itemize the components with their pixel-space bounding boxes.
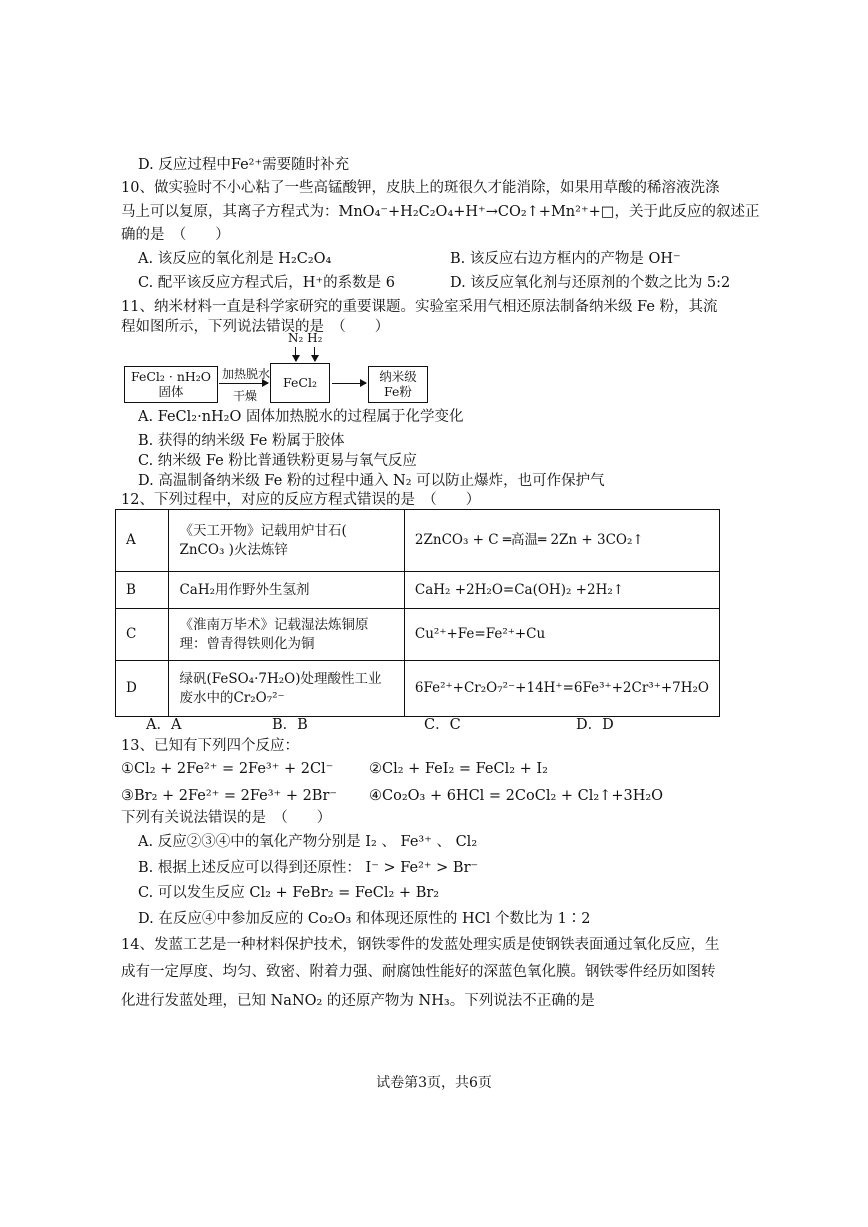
row-equation: CaH₂ +2H₂O=Ca(OH)₂ +2H₂↑ <box>404 572 719 609</box>
q13-reaction-2: ②Cl₂ + FeI₂ = FeCl₂ + I₂ <box>369 761 548 777</box>
table-row <box>116 510 720 572</box>
q10-stem-line3: 确的是 （ ） <box>121 227 230 243</box>
q11-option-b: B. 获得的纳米级 Fe 粉属于胶体 <box>138 433 345 449</box>
q13-option-b: B. 根据上述反应可以得到还原性： I⁻ > Fe²⁺ > Br⁻ <box>138 860 479 876</box>
q13-reaction-1: ①Cl₂ + 2Fe²⁺ = 2Fe³⁺ + 2Cl⁻ <box>121 761 334 777</box>
q11-stem-line1: 11、纳米材料一直是科学家研究的重要课题。实验室采用气相还原法制备纳米级 Fe 粉，其流 <box>121 299 718 315</box>
q12-stem: 12、下列过程中，对应的反应方程式错误的是 （ ） <box>121 492 481 508</box>
q10-option-a: A. 该反应的氧化剂是 H₂C₂O₄ <box>138 251 332 267</box>
q13-option-c: C. 可以发生反应 Cl₂ + FeBr₂ = FeCl₂ + Br₂ <box>138 885 440 901</box>
q14-stem-line3: 化进行发蓝处理，已知 NaNO₂ 的还原产物为 NH₃。下列说法不正确的是 <box>121 993 595 1009</box>
q13-reaction-4: ④Co₂O₃ + 6HCl = 2CoCl₂ + Cl₂↑+3H₂O <box>369 788 664 804</box>
row-equation: 2ZnCO₃ + C ═高温═ 2Zn + 3CO₂↑ <box>404 510 719 572</box>
row-label: A <box>116 510 169 572</box>
box1-line1: FeCl₂ · nH₂O <box>130 369 212 384</box>
q12-table <box>115 509 720 717</box>
q12-choice-a: A．A <box>146 717 182 733</box>
row-label: C <box>116 609 169 661</box>
row-label: B <box>116 572 169 609</box>
q14-stem-line2: 成有一定厚度、均匀、致密、附着力强、耐腐蚀性能好的深蓝色氧化膜。钢铁零件经历如图转 <box>121 964 716 980</box>
row-description: 《淮南万毕术》记载湿法炼铜原理：曾青得铁则化为铜 <box>169 609 404 661</box>
row-label: D <box>116 661 169 717</box>
q11-option-c: C. 纳米级 Fe 粉比普通铁粉更易与氧气反应 <box>138 453 417 469</box>
box1-line2: 固体 <box>158 384 184 399</box>
q13-stem: 13、已知有下列四个反应： <box>121 738 299 754</box>
q10-stem-line1: 10、做实验时不小心粘了一些高锰酸钾，皮肤上的斑很久才能消除，如果用草酸的稀溶液洗涤 <box>121 180 720 196</box>
dehydrate-arrow <box>219 383 268 384</box>
q12-choice-c: C．C <box>424 717 461 733</box>
q10-option-c: C. 配平该反应方程式后，H⁺的系数是 6 <box>138 275 395 291</box>
q11-option-a: A. FeCl₂·nH₂O 固体加热脱水的过程属于化学变化 <box>138 409 464 425</box>
table-row <box>116 572 720 609</box>
q10-option-d: D. 该反应氧化剂与还原剂的个数之比为 5:2 <box>450 275 731 291</box>
box2-label: FeCl₂ <box>283 375 317 390</box>
table-row <box>116 661 720 717</box>
q10-stem-line2: 马上可以复原，其离子方程式为：MnO₄⁻+H₂C₂O₄+H⁺→CO₂↑+Mn²⁺+□，关于此反应的叙述正 <box>121 204 760 220</box>
n2-arrow <box>295 347 296 361</box>
q12-choice-d: D．D <box>576 717 614 733</box>
row-equation: Cu²⁺+Fe=Fe²⁺+Cu <box>404 609 719 661</box>
q13-option-d: D. 在反应④中参加反应的 Co₂O₃ 和体现还原性的 HCl 个数比为 1∶2 <box>138 911 591 927</box>
feCl2-hydrate-box <box>124 366 218 403</box>
q9-option-d: D. 反应过程中Fe²⁺需要随时补充 <box>138 157 350 173</box>
q11-stem-line2: 程如图所示，下列说法错误的是 （ ） <box>121 319 390 335</box>
box3-line1: 纳米级 <box>379 369 417 384</box>
row-description: 绿矾(FeSO₄·7H₂O)处理酸性工业废水中的Cr₂O₇²⁻ <box>169 661 404 717</box>
row-description: CaH₂用作野外生氢剂 <box>169 572 404 609</box>
gas-input-label: N₂ H₂ <box>288 331 323 345</box>
feCl2-box <box>270 363 330 403</box>
q11-option-d: D. 高温制备纳米级 Fe 粉的过程中通入 N₂ 可以防止爆炸，也可作保护气 <box>138 473 605 489</box>
q10-option-b: B. 该反应右边方框内的产物是 OH⁻ <box>450 251 681 267</box>
box3-line2: Fe粉 <box>384 384 412 399</box>
nano-fe-box <box>368 366 428 403</box>
row-description: 《天工开物》记载用炉甘石( ZnCO₃ )火法炼锌 <box>169 510 404 572</box>
row-equation: 6Fe²⁺+Cr₂O₇²⁻+14H⁺=6Fe³⁺+2Cr³⁺+7H₂O <box>404 661 719 717</box>
h2-arrow <box>314 347 315 361</box>
table-row <box>116 609 720 661</box>
page-footer: 试卷第3页，共6页 <box>376 1075 492 1091</box>
reduce-arrow <box>332 383 366 384</box>
q14-stem-line1: 14、发蓝工艺是一种材料保护技术，钢铁零件的发蓝处理实质是使钢铁表面通过氧化反应，生 <box>121 937 720 953</box>
arrow1-bottom-label: 干燥 <box>233 389 258 403</box>
q12-choice-b: B．B <box>272 717 308 733</box>
arrow1-top-label: 加热脱水 <box>222 367 271 381</box>
q13-question: 下列有关说法错误的是 （ ） <box>121 810 332 826</box>
q13-reaction-3: ③Br₂ + 2Fe²⁺ = 2Fe³⁺ + 2Br⁻ <box>121 788 338 804</box>
q13-option-a: A. 反应②③④中的氧化产物分别是 I₂ 、 Fe³⁺ 、 Cl₂ <box>138 834 478 850</box>
